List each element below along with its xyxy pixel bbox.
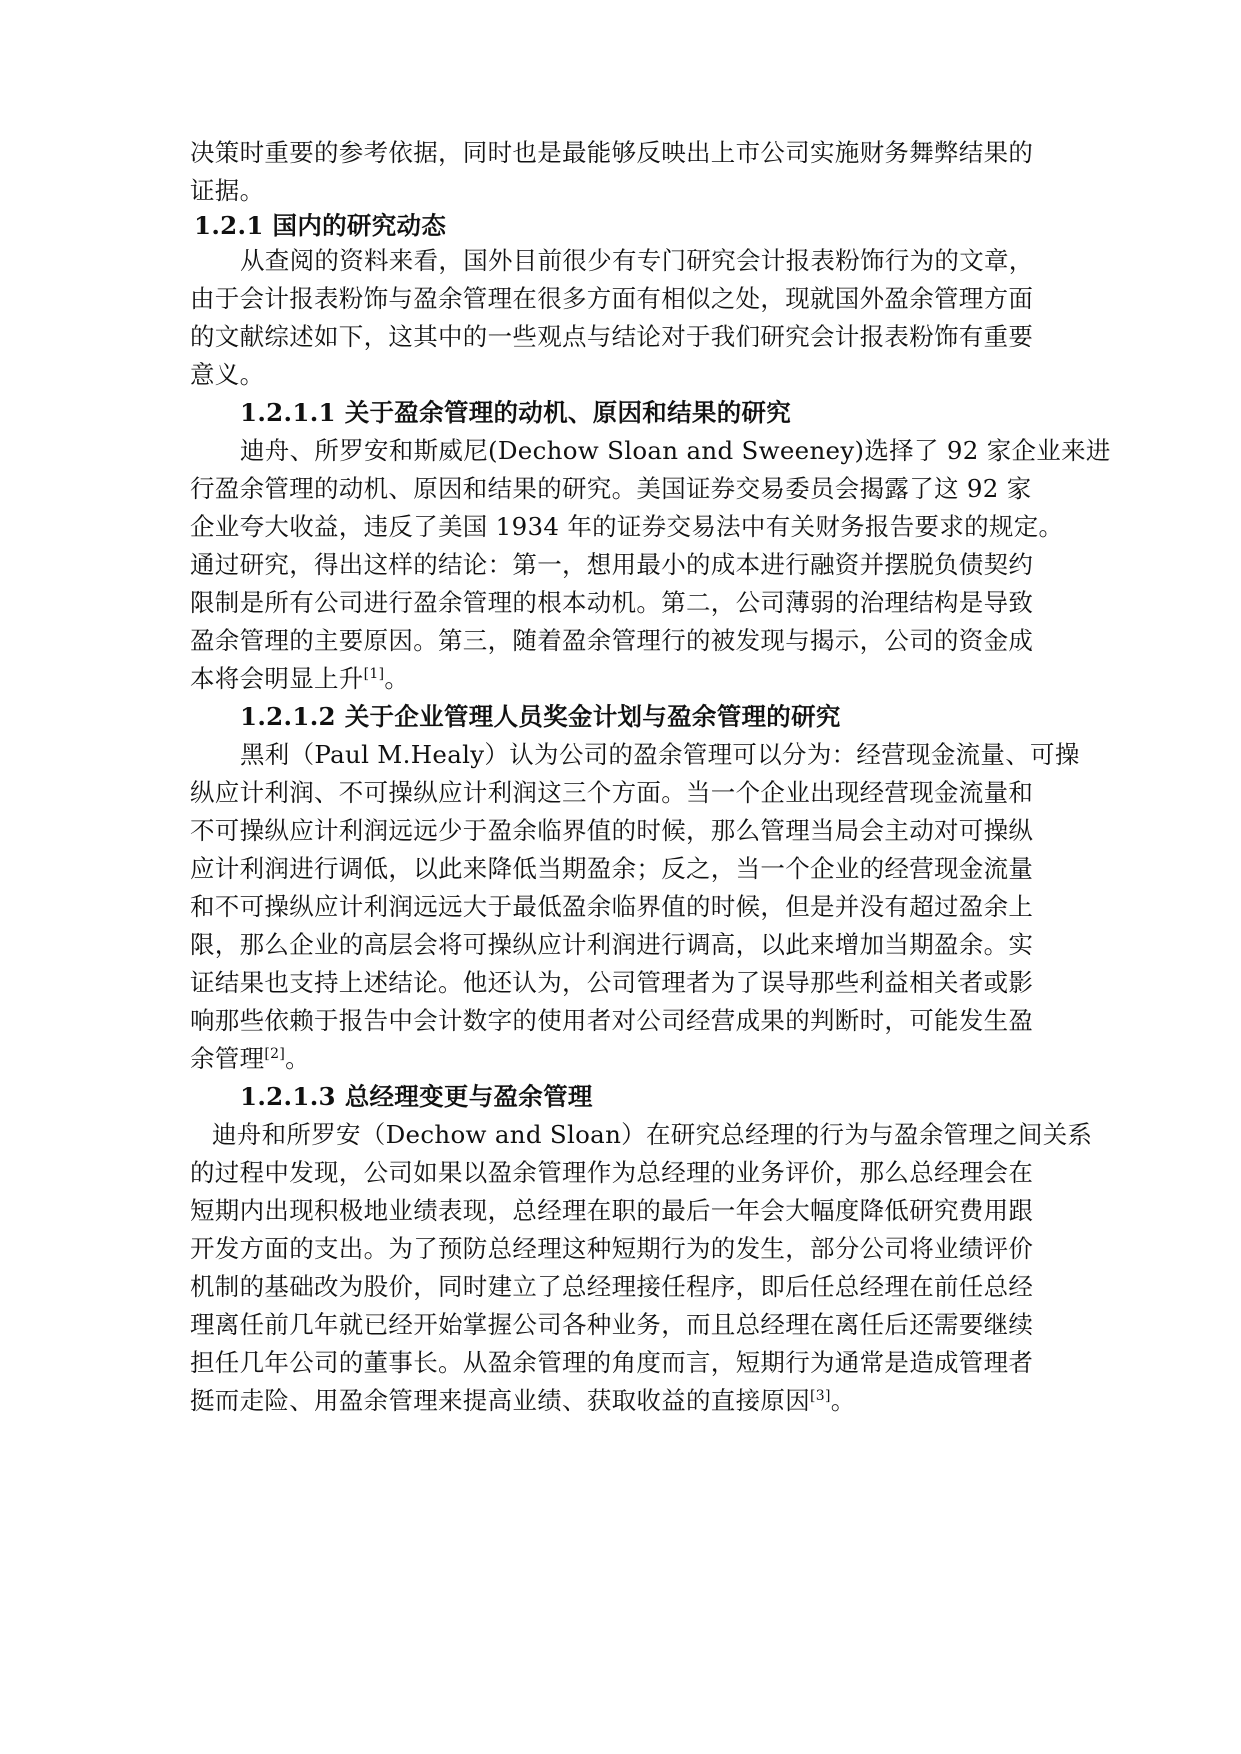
citation-1: [1]	[363, 666, 385, 682]
body-text-line: 机制的基础改为股价，同时建立了总经理接任程序，即后任总经理在前任总经	[190, 1272, 1034, 1301]
body-text-line: 企业夸大收益，违反了美国 1934 年的证券交易法中有关财务报告要求的规定。	[190, 512, 1064, 541]
body-text-line: 证结果也支持上述结论。他还认为，公司管理者为了误导那些利益相关者或影	[190, 968, 1034, 997]
subsection-heading: 1.2.1.3 总经理变更与盈余管理	[240, 1082, 593, 1111]
body-text-line: 决策时重要的参考依据，同时也是最能够反映出上市公司实施财务舞弊结果的	[190, 138, 1034, 167]
line-text: 本将会明显上升	[190, 664, 364, 693]
line-tail: 。	[384, 664, 410, 693]
line-text: 余管理	[190, 1044, 265, 1073]
body-text-line: 的过程中发现，公司如果以盈余管理作为总经理的业务评价，那么总经理会在	[190, 1158, 1034, 1187]
body-text-line: 不可操纵应计利润远远少于盈余临界值的时候，那么管理当局会主动对可操纵	[190, 816, 1034, 845]
line-text: 挺而走险、用盈余管理来提高业绩、获取收益的直接原因	[190, 1386, 810, 1415]
paragraph-first-line: 迪舟、所罗安和斯威尼(Dechow Sloan and Sweeney)选择了 92 家企业来进	[240, 436, 1111, 465]
body-text-line: 通过研究，得出这样的结论：第一，想用最小的成本进行融资并摆脱负债契约	[190, 550, 1034, 579]
body-text-line: 行盈余管理的动机、原因和结果的研究。美国证券交易委员会揭露了这 92 家	[190, 474, 1032, 503]
body-text-line: 由于会计报表粉饰与盈余管理在很多方面有相似之处，现就国外盈余管理方面	[190, 284, 1034, 313]
subsection-heading: 1.2.1.2 关于企业管理人员奖金计划与盈余管理的研究	[240, 702, 841, 731]
body-text-line: 开发方面的支出。为了预防总经理这种短期行为的发生，部分公司将业绩评价	[190, 1234, 1034, 1263]
body-text-line	[190, 1381, 856, 1421]
body-text-line: 短期内出现积极地业绩表现，总经理在职的最后一年会大幅度降低研究费用跟	[190, 1196, 1034, 1225]
body-text-line: 和不可操纵应计利润远远大于最低盈余临界值的时候，但是并没有超过盈余上	[190, 892, 1034, 921]
body-text-line: 应计利润进行调低，以此来降低当期盈余；反之，当一个企业的经营现金流量	[190, 854, 1034, 883]
body-text-line: 理离任前几年就已经开始掌握公司各种业务，而且总经理在离任后还需要继续	[190, 1310, 1034, 1339]
section-heading: 1.2.1 国内的研究动态	[194, 211, 447, 240]
body-text-line: 的文献综述如下，这其中的一些观点与结论对于我们研究会计报表粉饰有重要	[190, 322, 1034, 351]
body-text-line: 证据。	[190, 176, 265, 205]
body-text-line	[190, 1039, 310, 1079]
paragraph-first-line: 迪舟和所罗安（Dechow and Sloan）在研究总经理的行为与盈余管理之间关系	[212, 1120, 1093, 1149]
paragraph-first-line: 黑利（Paul M.Healy）认为公司的盈余管理可以分为：经营现金流量、可操	[240, 740, 1080, 769]
body-text-line: 担任几年公司的董事长。从盈余管理的角度而言，短期行为通常是造成管理者	[190, 1348, 1034, 1377]
paragraph-first-line: 从查阅的资料来看，国外目前很少有专门研究会计报表粉饰行为的文章，	[240, 246, 1034, 275]
subsection-heading: 1.2.1.1 关于盈余管理的动机、原因和结果的研究	[240, 398, 792, 427]
citation-2: [2]	[264, 1046, 286, 1062]
body-text-line	[190, 659, 409, 699]
body-text-line: 纵应计利润、不可操纵应计利润这三个方面。当一个企业出现经营现金流量和	[190, 778, 1034, 807]
line-tail: 。	[285, 1044, 310, 1073]
citation-3: [3]	[810, 1388, 831, 1404]
line-tail: 。	[830, 1386, 856, 1415]
body-text-line: 意义。	[190, 360, 265, 389]
body-text-line: 限制是所有公司进行盈余管理的根本动机。第二，公司薄弱的治理结构是导致	[190, 588, 1034, 617]
body-text-line: 盈余管理的主要原因。第三，随着盈余管理行的被发现与揭示，公司的资金成	[190, 626, 1034, 655]
body-text-line: 响那些依赖于报告中会计数字的使用者对公司经营成果的判断时，可能发生盈	[190, 1006, 1034, 1035]
body-text-line: 限，那么企业的高层会将可操纵应计利润进行调高，以此来增加当期盈余。实	[190, 930, 1034, 959]
